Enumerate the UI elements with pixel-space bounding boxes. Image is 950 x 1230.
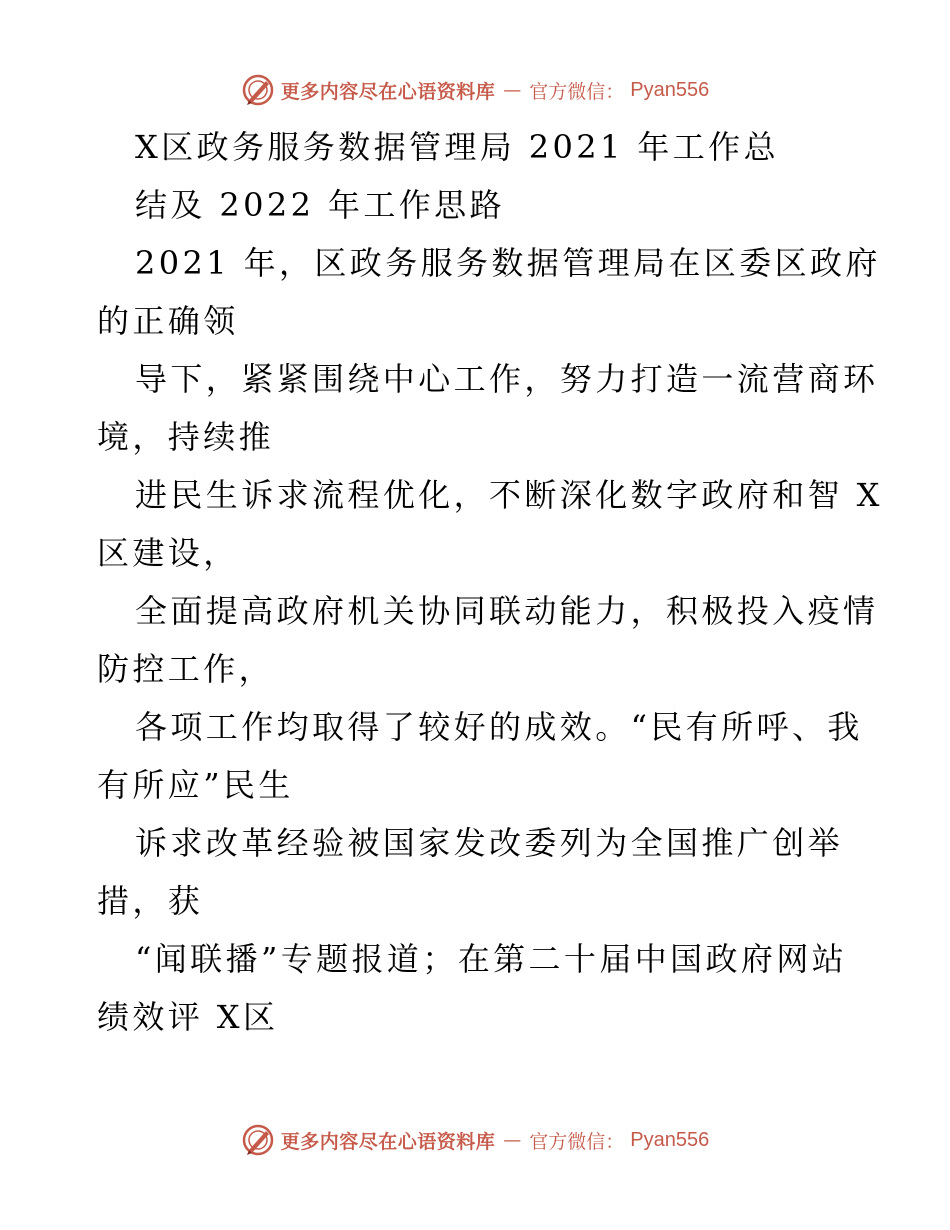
footer-wechat-id: Pyan556: [630, 1128, 710, 1151]
paragraph-line: 境，持续推: [97, 418, 275, 456]
paragraph-line: 有所应”民生: [97, 766, 294, 804]
paragraph-line: “闻联播”专题报道；在第二十届中国政府网站: [135, 940, 848, 978]
header-separator: —: [503, 79, 522, 101]
document-body: [97, 118, 883, 1046]
header-wechat-label: 官方微信：: [529, 80, 625, 103]
header-wechat-id: Pyan556: [630, 78, 710, 101]
paragraph-line: 导下，紧紧围绕中心工作，努力打造一流营商环: [135, 360, 879, 398]
footer-banner-text: 更多内容尽在心语资料库: [280, 1130, 496, 1153]
paragraph-line: 措，获: [97, 882, 204, 920]
paragraph-line: 绩效评 X区: [97, 998, 279, 1036]
paragraph-line: 2021 年，区政务服务数据管理局在区委区政府: [135, 244, 881, 282]
paragraph-line: 防控工作，: [97, 650, 275, 688]
paragraph-line: 的正确领: [97, 302, 239, 340]
footer-wechat-label: 官方微信：: [529, 1130, 625, 1153]
paragraph-line: 区建设，: [97, 534, 239, 572]
paragraph-line: 全面提高政府机关协同联动能力，积极投入疫情: [135, 592, 879, 630]
document-title-line-1: X区政务服务数据管理局 2021 年工作总: [135, 128, 779, 166]
document-title-line-2: 结及 2022 年工作思路: [135, 186, 505, 224]
paragraph-line: 诉求改革经验被国家发改委列为全国推广创举: [135, 824, 844, 862]
paragraph-line: 进民生诉求流程优化，不断深化数字政府和智 X: [135, 476, 883, 514]
footer-banner: [0, 1120, 950, 1160]
header-banner: [0, 70, 950, 110]
pen-logo-icon: [241, 73, 275, 107]
pen-logo-icon: [241, 1123, 275, 1157]
footer-separator: —: [503, 1129, 522, 1151]
paragraph-line: 各项工作均取得了较好的成效。“民有所呼、我: [135, 708, 863, 746]
header-banner-text: 更多内容尽在心语资料库: [280, 80, 496, 103]
